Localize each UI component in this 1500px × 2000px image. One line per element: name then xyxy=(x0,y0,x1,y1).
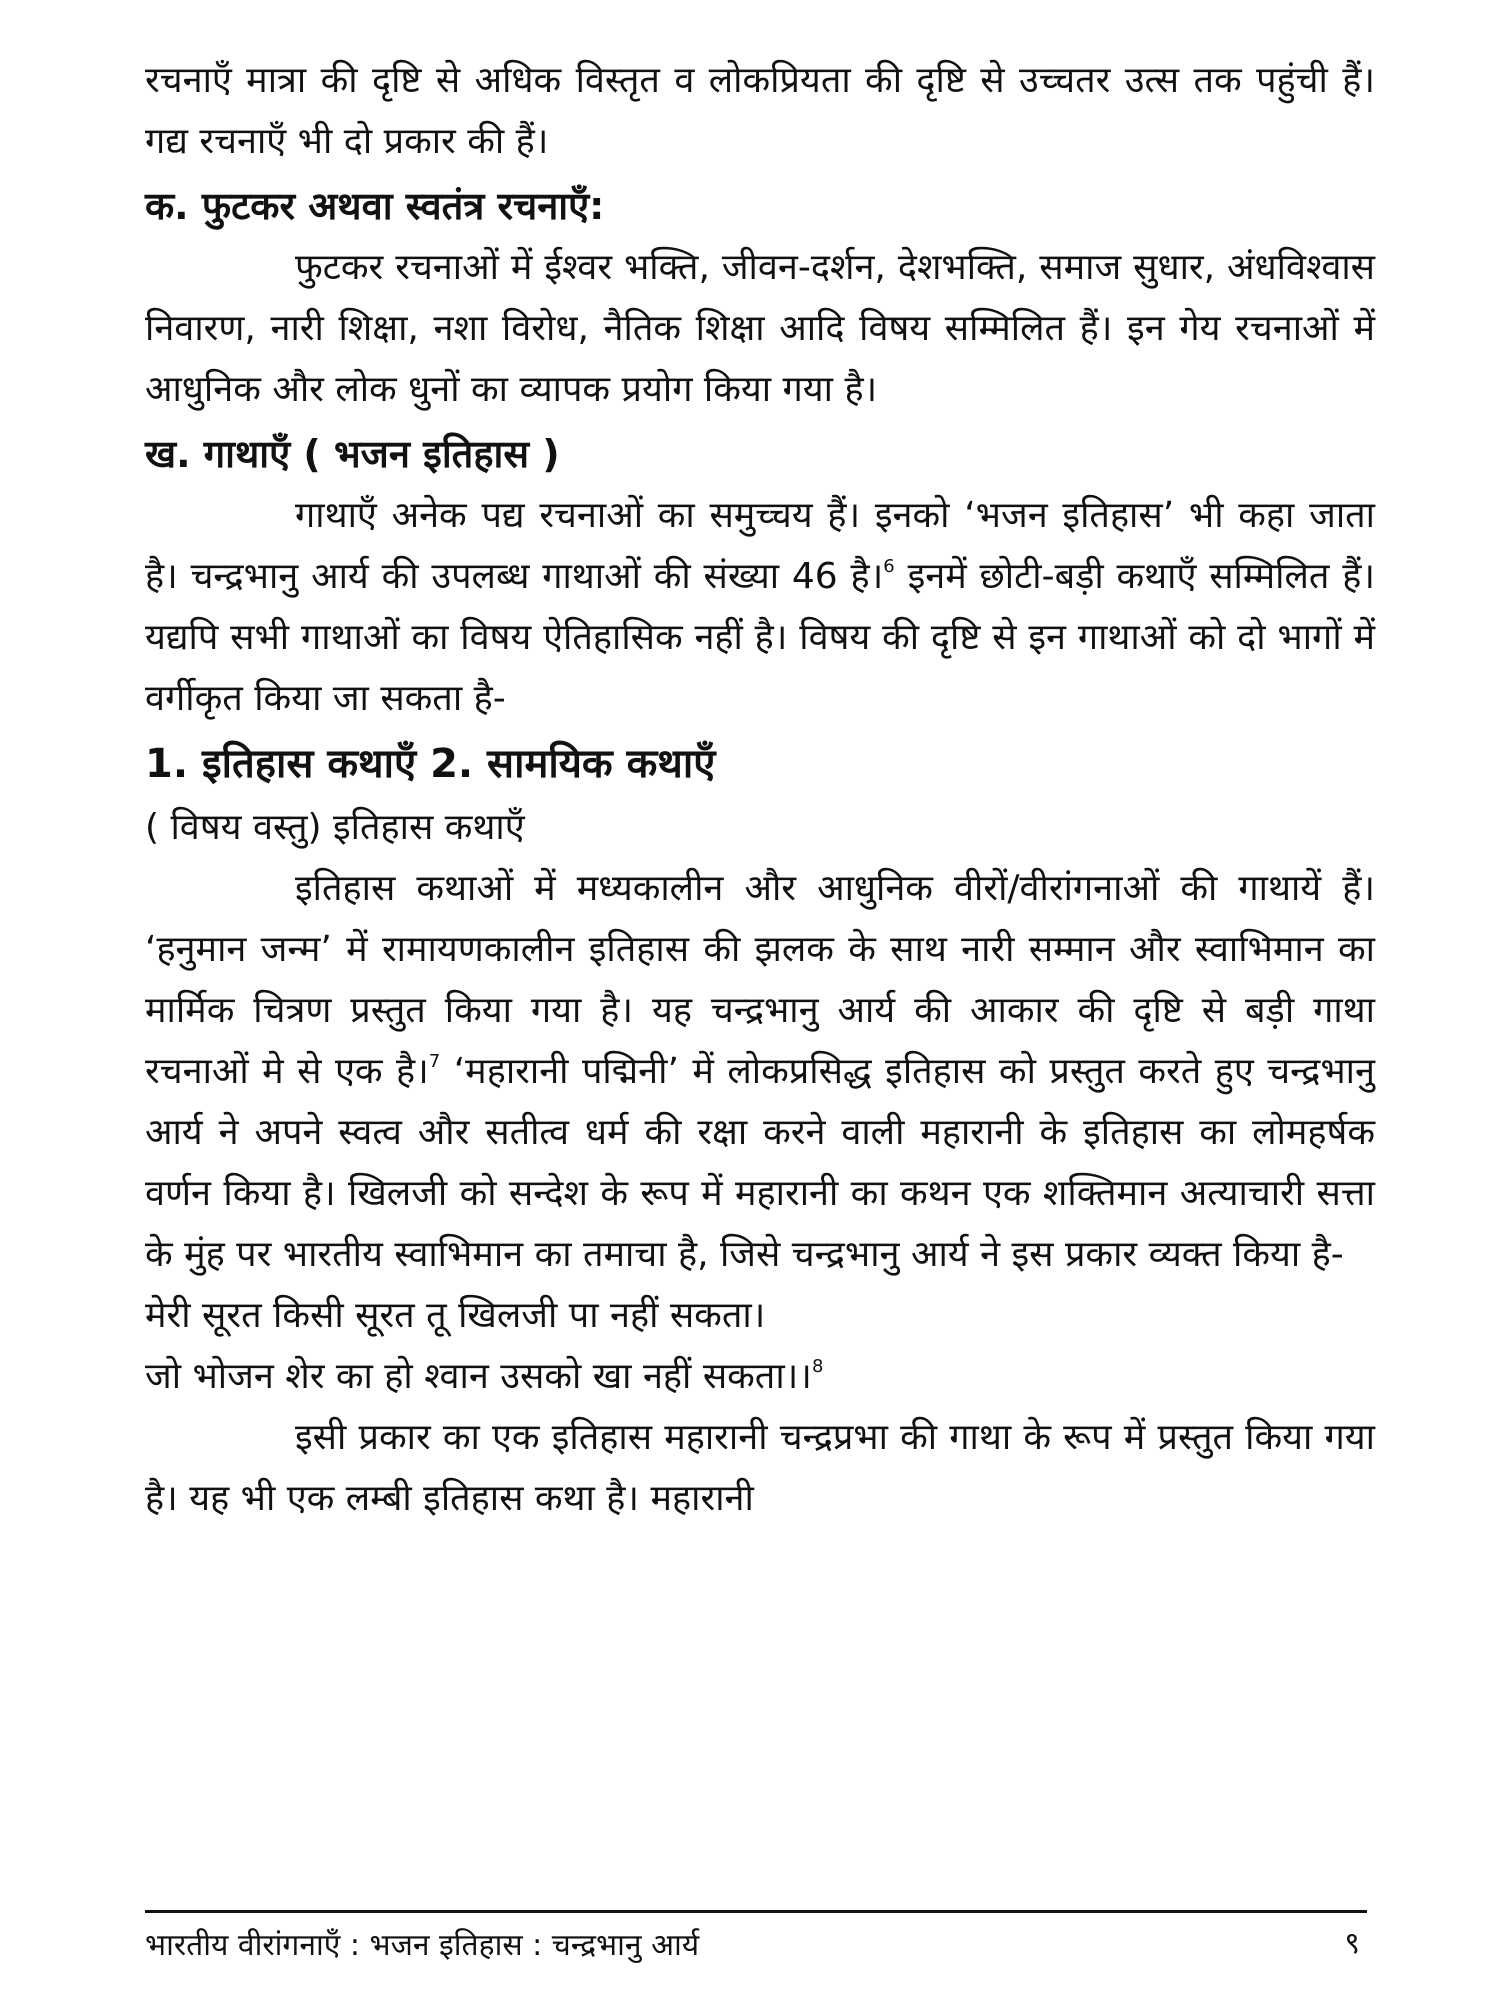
footer-divider xyxy=(145,1910,1367,1913)
paragraph-intro: रचनाएँ मात्रा की दृष्टि से अधिक विस्तृत व लोकप्रियता की दृष्टि से उच्चतर उत्स तक पहुंची हैं। गद्य रचनाएँ भी दो प्रकार की हैं। xyxy=(145,60,1375,162)
katha-type-samayik: 2. सामयिक कथाएँ xyxy=(430,741,716,787)
paragraph-itihas-text: इतिहास कथाओं में मध्यकालीन और आधुनिक वीरों/वीरांगनाओं की गाथायें हैं। ‘हनुमान जन्म’ में रामायणकालीन इतिहास की झलक के साथ नारी सम्मान और स्वाभिमान का मार्मिक चित्रण प्रस्तुत किया गया है। यह चन्द्रभानु आर्य की आकार की दृष्टि से बड़ी गाथा रचनाओं मे से एक है। xyxy=(145,868,1375,1092)
katha-type-itihas: 1. इतिहास कथाएँ xyxy=(145,741,417,787)
page-number: ९ xyxy=(1344,1926,1360,1961)
paragraph-gathaen-text: गाथाएँ अनेक पद्य रचनाओं का समुच्चय हैं। इनको ‘भजन इतिहास’ भी कहा जाता है। चन्द्रभानु आर्य की उपलब्ध गाथाओं की संख्या 46 है। xyxy=(145,495,1375,597)
verse-line-1: मेरी सूरत किसी सूरत तू खिलजी पा नहीं सकता। xyxy=(145,1295,766,1336)
verse-line-2-text: जो भोजन शेर का हो श्वान उसको खा नहीं सकता।। xyxy=(145,1356,812,1397)
page-body xyxy=(145,50,1375,1529)
heading-gathaen: ख. गाथाएँ ( भजन इतिहास ) xyxy=(145,432,560,476)
paragraph-gathaen-text-cont: इनमें छोटी-बड़ी कथाएँ सम्मिलित हैं। यद्यपि सभी गाथाओं का विषय ऐतिहासिक नहीं है। विषय की दृष्टि से इन गाथाओं को दो भागों में वर्गीकृत किया जा सकता है- xyxy=(145,556,1375,719)
running-footer-title: भारतीय वीरांगनाएँ : भजन इतिहास : चन्द्रभानु आर्य xyxy=(145,1928,700,1963)
paragraph-gathaen xyxy=(145,485,1375,729)
paragraph-phutkar: फुटकर रचनाओं में ईश्वर भक्ति, जीवन-दर्शन, देशभक्ति, समाज सुधार, अंधविश्वास निवारण, नारी शिक्षा, नशा विरोध, नैतिक शिक्षा आदि विषय सम्मिलित हैं। इन गेय रचनाओं में आधुनिक और लोक धुनों का व्यापक प्रयोग किया गया है। xyxy=(145,247,1375,410)
footnote-ref-8: 8 xyxy=(811,1356,824,1377)
verse-line-2 xyxy=(145,1346,1375,1407)
footnote-ref-6: 6 xyxy=(883,556,895,577)
paragraph-itihas-kathaen xyxy=(145,858,1375,1285)
footnote-ref-7: 7 xyxy=(428,1051,441,1072)
paragraph-itihas-text-cont: ‘महारानी पद्मिनी’ में लोकप्रसिद्ध इतिहास को प्रस्तुत करते हुए चन्द्रभानु आर्य ने अपने स्वत्व और सतीत्व धर्म की रक्षा करने वाली महारानी के इतिहास का लोमहर्षक वर्णन किया है। खिलजी को सन्देश के रूप में महारानी का कथन एक शक्तिमान अत्याचारी सत्ता के मुंह पर भारतीय स्वाभिमान का तमाचा है, जिसे चन्द्रभानु आर्य ने इस प्रकार व्यक्त किया है- xyxy=(145,1051,1375,1275)
heading-phutkar-rachnaen: क. फुटकर अथवा स्वतंत्र रचनाएँ: xyxy=(145,184,605,228)
paragraph-chandraprabha: इसी प्रकार का एक इतिहास महारानी चन्द्रप्रभा की गाथा के रूप में प्रस्तुत किया गया है। यह भी एक लम्बी इतिहास कथा है। महारानी xyxy=(145,1417,1375,1519)
subheading-vishay-vastu: ( विषय वस्तु) इतिहास कथाएँ xyxy=(145,807,525,848)
heading-katha-types xyxy=(145,731,1375,797)
